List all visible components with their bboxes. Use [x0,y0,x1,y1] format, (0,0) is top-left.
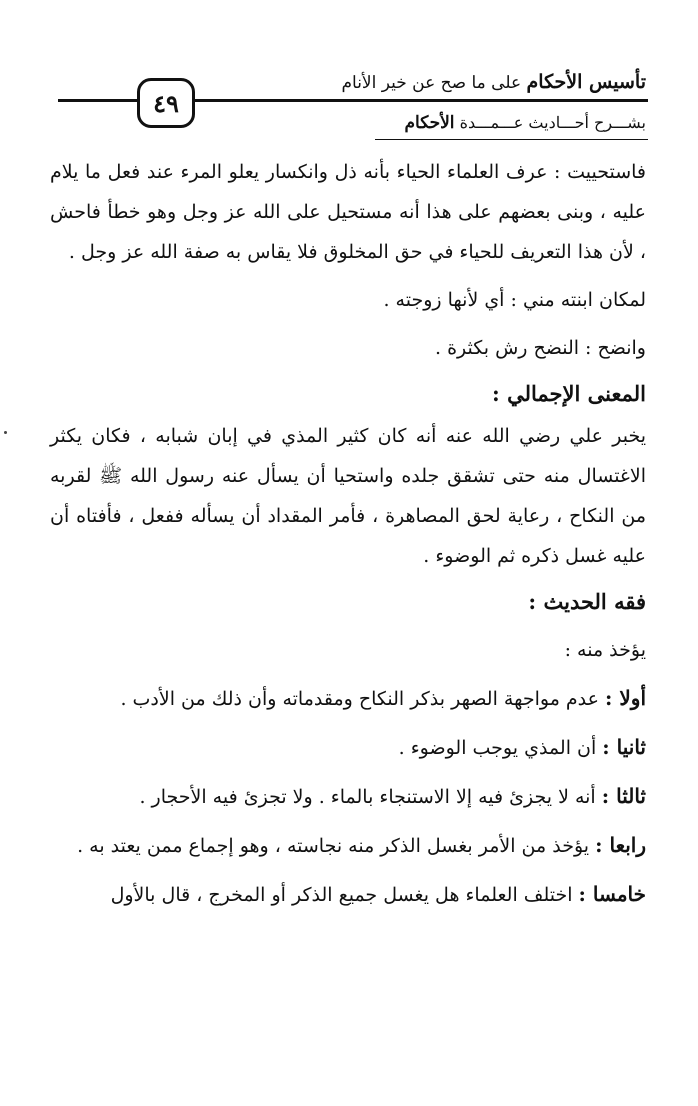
book-title [206,70,646,95]
line-makan: لمكان ابنته مني : أي لأنها زوجته . [383,289,646,311]
point-4-lead: رابعا : [595,833,646,857]
scan-speck [4,431,7,434]
page-number [137,78,195,128]
heading-fiqh: فقه الحديث : [528,589,646,614]
book-title-rest: على ما صح عن خير الأنام [341,73,522,93]
heading-ijmali: المعنى الإجمالي : [492,381,646,406]
point-4 [50,825,646,866]
point-1 [50,678,646,719]
series-bold: الأحكام [404,113,455,133]
point-5 [50,874,646,915]
page-body [50,152,646,915]
page-number-text: ٤٩ [153,88,179,118]
yukhadh-line: يؤخذ منه : [564,639,646,661]
point-1-text: عدم مواجهة الصهر بذكر النكاح ومقدماته وأن ذلك من الأدب . [120,688,599,710]
point-2-text: أن المذي يوجب الوضوء . [398,737,597,759]
point-3 [50,776,646,817]
intro-paragraph: فاستحييت : عرف العلماء الحياء بأنه ذل وانكسار يعلو المرء عند فعل ما يلام عليه ، وبنى بعضهم على هذا أنه مستحيل على الله عز وجل وهو خطأ فاحش ، لأن هذا التعريف للحياء في حق المخلوق فلا يقاس به صفة الله عز وجل . [50,161,646,263]
series-rule [375,139,648,140]
point-4-text: يؤخذ من الأمر بغسل الذكر منه نجاسته ، وهو إجماع ممن يعتد به . [77,835,590,857]
point-5-lead: خامسا : [578,882,646,906]
point-3-lead: ثالثا : [601,784,646,808]
series-prefix: بشـــرح أحـــاديث عـــمـــدة [459,113,646,132]
point-2-lead: ثانيا : [602,735,646,759]
line-wanduh: وانضح : النضح رش بكثرة . [435,337,646,359]
point-2 [50,727,646,768]
point-5-text: اختلف العلماء هل يغسل جميع الذكر أو المخرج ، قال بالأول [110,884,573,906]
point-1-lead: أولا : [605,686,646,710]
series-title [346,111,646,135]
book-title-bold: تأسيس الأحكام [526,71,646,93]
ijmali-paragraph: يخبر علي رضي الله عنه أنه كان كثير المذي في إبان شبابه ، فكان يكثر الاغتسال منه حتى تشقق جلده واستحيا أن يسأل عنه رسول الله ﷺ لقربه من النكاح ، رعاية لحق المصاهرة ، فأمر المقداد أن يسأله ففعل ، فأفتاه أن عليه غسل ذكره ثم الوضوء . [50,425,646,567]
point-3-text: أنه لا يجزئ فيه إلا الاستنجاء بالماء . ولا تجزئ فيه الأحجار . [139,786,596,808]
